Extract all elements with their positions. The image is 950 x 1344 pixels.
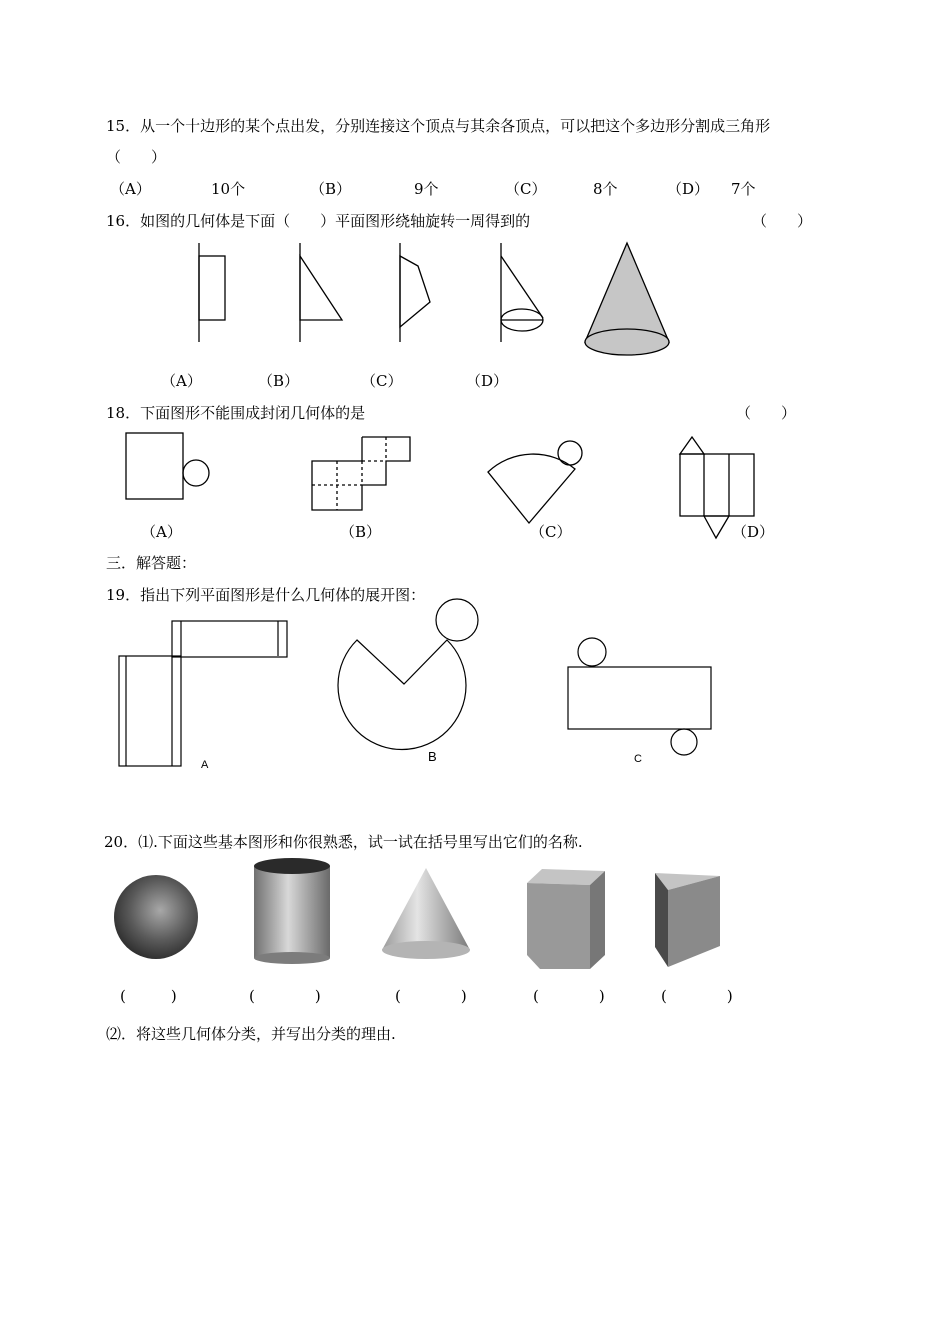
section-title: 三．解答题： [106, 554, 197, 572]
q15-option-d-value: 7个 [731, 180, 756, 198]
q20-stem: 20．⑴.下面这些基本图形和你很熟悉，试一试在括号里写出它们的名称. [104, 833, 583, 851]
q15-option-c-value: 8个 [593, 180, 618, 198]
q20-blank-1: ( ) [120, 987, 177, 1005]
q16-stem: 16．如图的几何体是下面（ ）平面图形绕轴旋转一周得到的 [106, 212, 531, 230]
cylinder-solid [254, 858, 330, 964]
q16-label-c: （C） [361, 372, 403, 390]
q20-blank-4: ( ) [533, 987, 605, 1005]
q20-part2: ⑵．将这些几何体分类，并写出分类的理由. [106, 1025, 396, 1043]
q18-figure-c [488, 441, 582, 523]
q16-figure-a [199, 243, 225, 342]
q20-blank-3: ( ) [395, 987, 467, 1005]
q16-label-b: （B） [258, 372, 300, 390]
q15-option-a-value: 10个 [211, 180, 246, 198]
triangular-prism-solid [655, 873, 720, 967]
q15-stem: 15．从一个十边形的某个点出发，分别连接这个顶点与其余各顶点，可以把这个多边形分割成三角形 [106, 117, 771, 135]
q16-label-d: （D） [466, 372, 509, 390]
q16-label-a: （A） [161, 372, 202, 390]
q15-option-d-label: （D） [667, 180, 710, 198]
q16-figure-c [400, 243, 430, 342]
cuboid-solid [527, 869, 605, 969]
q18-stem: 18．下面图形不能围成封闭几何体的是 [106, 404, 366, 422]
q18-figure-b [312, 437, 410, 510]
q18-label-d: （D） [732, 523, 775, 541]
q19-figure-b [338, 599, 478, 750]
q19-label-b: B [428, 749, 437, 764]
q18-label-b: （B） [340, 523, 382, 541]
q16-answer-paren: （ ） [752, 212, 813, 230]
q19-figure-c [568, 638, 711, 755]
q18-figure-a [126, 433, 209, 499]
q19-label-a: A [201, 759, 209, 771]
sphere-solid [114, 875, 198, 959]
q16-figure-b [300, 243, 342, 342]
q18-label-c: （C） [530, 523, 572, 541]
q18-answer-paren: （ ） [736, 404, 797, 422]
q19-label-c: C [634, 753, 642, 765]
q19-stem: 19．指出下列平面图形是什么几何体的展开图： [106, 586, 426, 604]
q15-option-b-value: 9个 [414, 180, 439, 198]
q18-label-a: （A） [141, 523, 182, 541]
q19-figure-a [119, 621, 287, 766]
q16-figure-d [501, 243, 543, 342]
q15-option-c-label: （C） [505, 180, 547, 198]
q20-blank-2: ( ) [249, 987, 321, 1005]
q15-answer-paren: （ ） [106, 148, 167, 166]
q15-option-b-label: （B） [310, 180, 352, 198]
q20-blank-5: ( ) [661, 987, 733, 1005]
cone-solid [382, 868, 470, 959]
q15-option-a-label: （A） [110, 180, 151, 198]
q16-cone-solid [585, 243, 669, 355]
